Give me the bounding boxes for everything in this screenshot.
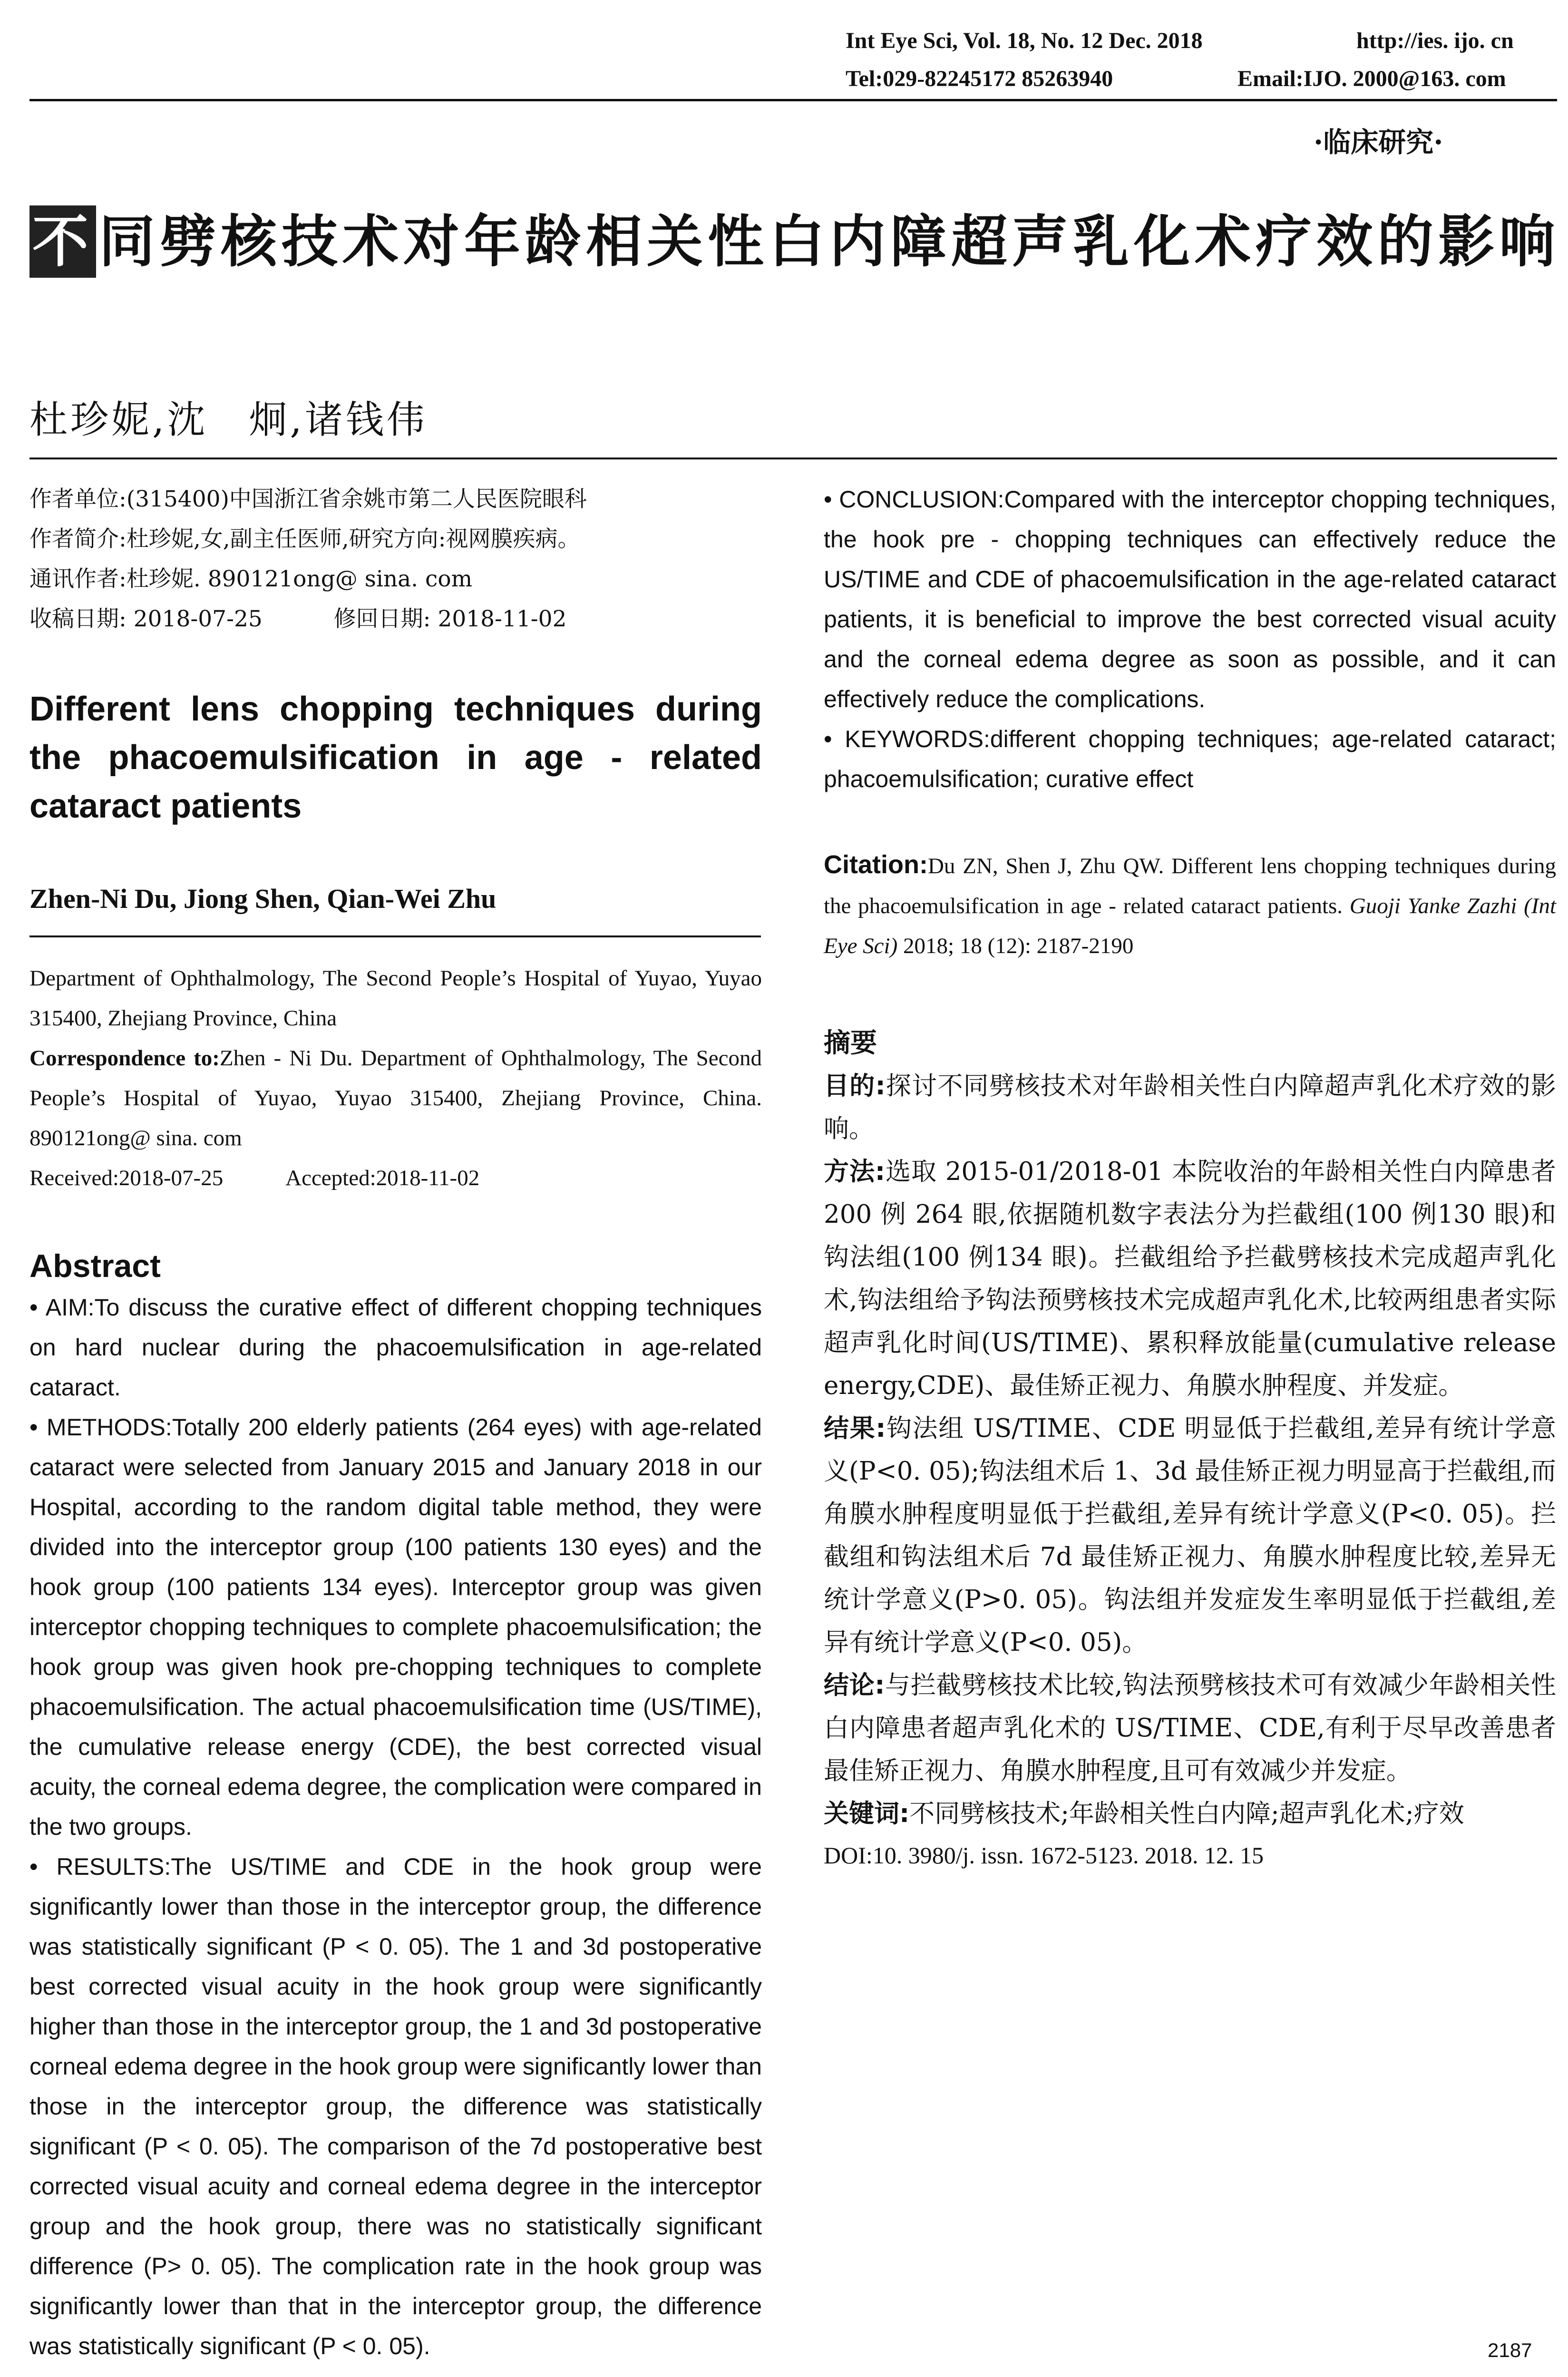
received-en: Received:2018-07-25 (29, 1166, 224, 1190)
section-label: ·临床研究· (1314, 126, 1443, 158)
cn-results-text: 钩法组 US/TIME、CDE 明显低于拦截组,差异有统计学意义(P<0. 05);钩法组术后 1、3d 最佳矫正视力明显高于拦截组,而角膜水肿程度明显低于拦截组,差异有统计学意义(P<0. 05)。拦截组和钩法组术后 7d 最佳矫正视力、角膜水肿程度比较,差异无统计学意义(P>0. 05)。钩法组并发症发生率明显低于拦截组,差异有统计学意义(P<0. 05)。 (824, 1414, 1556, 1657)
author-unit: 作者单位:(315400)中国浙江省余姚市第二人民医院眼科 (29, 486, 587, 512)
journal-url: http://ies. ijo. cn (1356, 28, 1514, 53)
abstract-cn-heading: 摘要 (824, 1028, 877, 1059)
keywords-text: different chopping techniques; age-related cataract; phacoemulsification; curative effect (824, 726, 1556, 792)
author-bio: 作者简介:杜珍妮,女,副主任医师,研究方向:视网膜疾病。 (29, 526, 580, 552)
keywords-label: • KEYWORDS: (824, 726, 990, 752)
cn-methods-label: 方法: (824, 1157, 886, 1186)
title-en: Different lens chopping techniques during the phacoemulsification in age - related cataract patients (29, 690, 762, 825)
dates-cn (29, 599, 762, 639)
title-first-char: 不 (29, 205, 96, 278)
correspondence-label: Correspondence to: (29, 1046, 220, 1071)
accepted-en: Accepted:2018-11-02 (285, 1166, 480, 1190)
received-date-cn: 收稿日期: 2018-07-25 (29, 606, 263, 632)
authors-en: Zhen-Ni Du, Jiong Shen, Qian-Wei Zhu (29, 883, 497, 914)
abstract-cn-aim (824, 1065, 1556, 1150)
abstract-conclusion (824, 479, 1556, 719)
affiliation-block (29, 958, 762, 1198)
journal-email: Email:IJO. 2000@163. com (1237, 66, 1506, 91)
page-number: 2187 (1488, 2339, 1532, 2361)
cn-conclusion-label: 结论: (824, 1671, 885, 1700)
left-column (29, 479, 762, 2366)
right-column (824, 479, 1556, 1875)
abstract-keywords (824, 719, 1556, 799)
cn-keywords-label: 关键词: (824, 1799, 910, 1828)
methods-label: • METHODS: (29, 1414, 172, 1441)
dates-en (29, 1158, 762, 1198)
citation-text-b: 2018; 18 (12): 2187-2190 (897, 934, 1134, 958)
results-label: • RESULTS: (29, 1853, 171, 1880)
aim-text: To discuss the curative effect of different chopping techniques on hard nuclear during the phacoemulsification in age-related cataract. (29, 1294, 762, 1401)
abstract-methods (29, 1407, 762, 1847)
cn-keywords-text: 不同劈核技术;年龄相关性白内障;超声乳化术;疗效 (909, 1799, 1464, 1828)
cn-results-label: 结果: (824, 1414, 886, 1443)
cn-methods-text: 选取 2015-01/2018-01 本院收治的年龄相关性白内障患者 200 例 264 眼,依据随机数字表法分为拦截组(100 例130 眼)和钩法组(100 例134 眼)。拦截组给予拦截劈核技术完成超声乳化术,钩法组给予钩法预劈核技术完成超声乳化术,比较两组患者实际超声乳化时间(US/TIME)、累积释放能量(cumulative release energy,CDE)、最佳矫正视力、角膜水肿程度、并发症。 (824, 1157, 1557, 1400)
abstract-cn-conclusion (824, 1664, 1556, 1792)
abstract-heading: Abstract (29, 1248, 161, 1284)
conclusion-label: • CONCLUSION: (824, 486, 1004, 513)
citation-text-a: Du ZN, Shen J, Zhu QW. Different lens chopping techniques during the phacoemulsification in age - related cataract patients. (824, 854, 1556, 918)
citation-label: Citation: (824, 850, 928, 879)
correspondence-en (29, 1038, 762, 1158)
title-rest: 同劈核技术对年龄相关性白内障超声乳化术疗效的影响 (99, 209, 1560, 274)
results-text: The US/TIME and CDE in the hook group were significantly lower than those in the interceptor group, the difference was statistically significant (P < 0. 05). The 1 and 3d postoperative best corrected visual acuity in the hook group were significantly higher than those in the interceptor group, the 1 and 3d postoperative corneal edema degree in the hook group were significantly lower than those in the interceptor group, the difference was statistically significant (P < 0. 05). The comparison of the 7d postoperative best corrected visual acuity and corneal edema degree in the interceptor group and the hook group, there was no statistically significant difference (P> 0. 05). The complication rate in the hook group was significantly lower than that in the interceptor group, the difference was statistically significant (P < 0. 05). (29, 1853, 762, 2359)
cn-conclusion-text: 与拦截劈核技术比较,钩法预劈核技术可有效减少年龄相关性白内障患者超声乳化术的 US/TIME、CDE,有利于尽早改善患者最佳矫正视力、角膜水肿程度,且可有效减少并发症。 (824, 1671, 1556, 1785)
citation-journal: Guoji Yanke Zazhi (Int Eye Sci) (824, 894, 1556, 958)
correspondence-text: Zhen - Ni Du. Department of Ophthalmology, The Second People’s Hospital of Yuyao, Yuyao 315400, Zhejiang Province, China. 890121ong@ sina. com (29, 1046, 762, 1150)
methods-text: Totally 200 elderly patients (264 eyes) with age-related cataract were selected from January 2015 and January 2018 in our Hospital, according to the random digital table method, they were divided into the interceptor group (100 patients 130 eyes) and the hook group (100 patients 134 eyes). Interceptor group was given interceptor chopping techniques to complete phacoemulsification; the hook group was given hook pre-chopping techniques to complete phacoemulsification. The actual phacoemulsification time (US/TIME), the cumulative release energy (CDE), the best corrected visual acuity, the corneal edema degree, the complication were compared in the two groups. (29, 1414, 762, 1840)
authors-rule (29, 935, 761, 937)
department-en: Department of Ophthalmology, The Second People’s Hospital of Yuyao, Yuyao 315400, Zhejiang Province, China (29, 966, 762, 1031)
abstract-cn-methods (824, 1150, 1556, 1407)
page-title (29, 205, 1566, 278)
abstract-cn-results (824, 1407, 1556, 1664)
title-rule (29, 458, 1557, 459)
corresponding-author: 通讯作者:杜珍妮. 890121ong@ sina. com (29, 566, 473, 592)
abstract-aim (29, 1287, 762, 1407)
header-rule (29, 99, 1557, 101)
aim-label: • AIM: (29, 1294, 95, 1321)
cn-aim-text: 探讨不同劈核技术对年龄相关性白内障超声乳化术疗效的影响。 (824, 1072, 1556, 1143)
citation (824, 845, 1556, 966)
journal-issue: Int Eye Sci, Vol. 18, No. 12 Dec. 2018 (846, 28, 1203, 53)
journal-tel: Tel:029-82245172 85263940 (846, 66, 1113, 91)
revised-date-cn: 修回日期: 2018-11-02 (333, 606, 567, 632)
conclusion-text: Compared with the interceptor chopping techniques, the hook pre - chopping techniques can effectively reduce the US/TIME and CDE of phacoemulsification in the age-related cataract patients, it is beneficial to improve the best corrected visual acuity and the corneal edema degree as soon as possible, and it can effectively reduce the complications. (824, 486, 1556, 712)
abstract-cn-keywords (824, 1792, 1556, 1835)
authors-cn: 杜珍妮,沈 炯,诸钱伟 (29, 398, 428, 442)
cn-aim-label: 目的: (824, 1072, 886, 1101)
doi: DOI:10. 3980/j. issn. 1672-5123. 2018. 12. 15 (824, 1842, 1264, 1869)
abstract-results (29, 1847, 762, 2366)
